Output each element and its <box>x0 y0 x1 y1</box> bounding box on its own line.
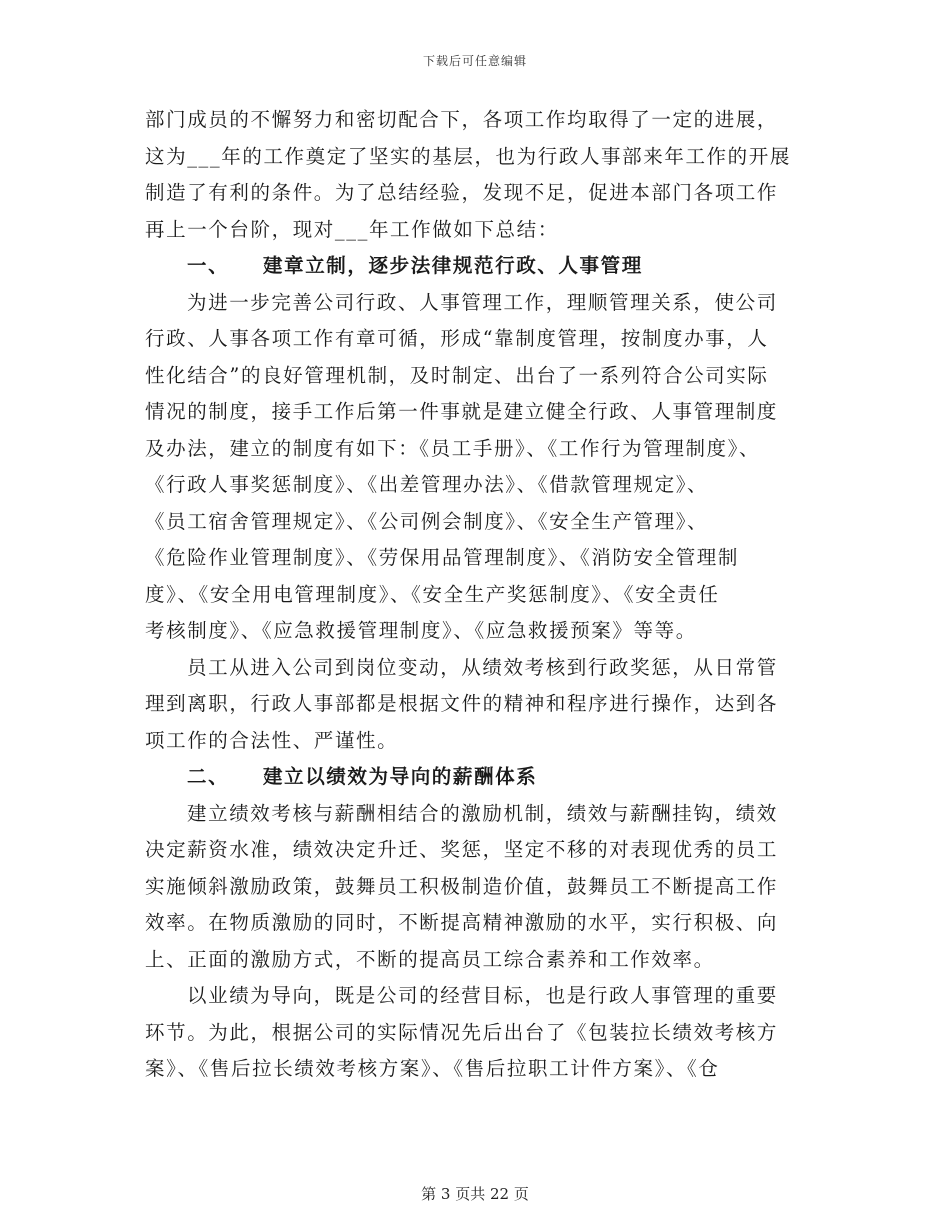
body-line: 《危险作业管理制度》、《劳保用品管理制度》、《消防安全管理制 <box>145 546 740 569</box>
body-line: 再上一个台阶，现对___年工作做如下总结： <box>145 217 559 241</box>
body-line: 部门成员的不懈努力和密切配合下，各项工作均取得了一定的进展， <box>145 108 779 131</box>
body-line: 这为___年的工作奠定了坚实的基层，也为行政人事部来年工作的开展 <box>145 144 791 168</box>
body-line: 建立绩效考核与薪酬相结合的激励机制，绩效与薪酬挂钩，绩效 <box>187 801 778 825</box>
body-line: 制造了有利的条件。为了总结经验，发现不足，促进本部门各项工作 <box>145 181 779 204</box>
body-line: 决定薪资水准，绩效决定升迁、奖惩，坚定不移的对表现优秀的员工 <box>145 838 779 861</box>
body-line: 情况的制度，接手工作后第一件事就是建立健全行政、人事管理制度 <box>145 400 779 423</box>
section-number: 一、 <box>187 254 230 277</box>
body-line: 理到离职，行政人事部都是根据文件的精神和程序进行操作，达到各 <box>145 692 779 715</box>
body-line: 案》、《售后拉长绩效考核方案》、《售后拉职工计件方案》、《仓 <box>145 1057 720 1080</box>
page-footer: 第 3 页共 22 页 <box>421 1185 529 1203</box>
section-title: 建立以绩效为导向的薪酬体系 <box>263 765 538 788</box>
section-number: 二、 <box>187 765 230 788</box>
document-body <box>145 102 805 1088</box>
body-line: 及办法，建立的制度有如下：《员工手册》、《工作行为管理制度》、 <box>145 436 761 460</box>
section-title: 建章立制，逐步法律规范行政、人事管理 <box>263 254 643 277</box>
body-line: 以业绩为导向，既是公司的经营目标，也是行政人事管理的重要 <box>187 984 778 1007</box>
body-line: 考核制度》、《应急救援管理制度》、《应急救援预案》等等。 <box>145 619 697 642</box>
body-line: 实施倾斜激励政策，鼓舞员工积极制造价值，鼓舞员工不断提高工作 <box>145 874 779 898</box>
body-line: 性化结合”的良好管理机制，及时制定、出台了一系列符合公司实际 <box>145 363 769 387</box>
section-heading-2 <box>145 759 805 796</box>
page-header: 下载后可任意编辑 <box>422 54 527 68</box>
body-line: 《员工宿舍管理规定》、《公司例会制度》、《安全生产管理》、 <box>145 509 709 533</box>
body-line: 为进一步完善公司行政、人事管理工作，理顺管理关系，使公司 <box>187 290 778 314</box>
body-line: 员工从进入公司到岗位变动，从绩效考核到行政奖惩，从日常管 <box>187 655 778 679</box>
section-heading-1 <box>145 248 805 285</box>
body-line: 度》、《安全用电管理制度》、《安全生产奖惩制度》、《安全责任 <box>145 582 720 606</box>
body-line: 行政、人事各项工作有章可循，形成“靠制度管理，按制度办事，人 <box>145 327 769 350</box>
body-line: 《行政人事奖惩制度》、《出差管理办法》、《借款管理规定》、 <box>145 473 709 496</box>
body-line: 效率。在物质激励的同时，不断提高精神激励的水平，实行积极、向 <box>145 911 779 934</box>
body-line: 环节。为此，根据公司的实际情况先后出台了《包装拉长绩效考核方 <box>145 1020 779 1044</box>
body-line: 项工作的合法性、严谨性。 <box>145 728 399 752</box>
body-line: 上、正面的激励方式，不断的提高员工综合素养和工作效率。 <box>145 947 715 971</box>
